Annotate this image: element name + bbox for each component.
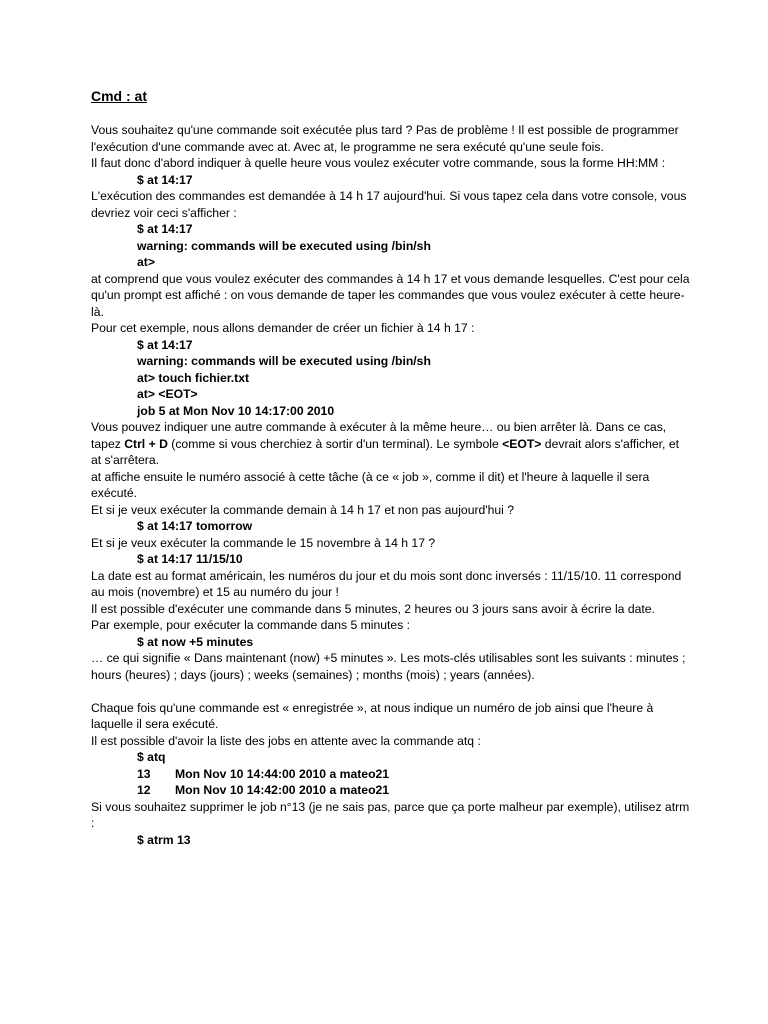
document-page — [91, 86, 691, 848]
command-line: $ at 14:17 11/15/10 — [137, 552, 243, 566]
command-output: warning: commands will be executed using /bin/sh — [137, 238, 431, 253]
paragraph-relative-time: Il est possible d'exécuter une commande dans 5 minutes, 2 heures ou 3 jours sans avoir à écrire la date. — [91, 601, 655, 616]
command-prompt: at> — [137, 255, 155, 269]
blank-line — [91, 683, 691, 700]
command-line: $ atq — [137, 750, 166, 764]
paragraph-question-date: Et si je veux exécuter la commande le 15 novembre à 14 h 17 ? — [91, 535, 436, 550]
paragraph-format: Il faut donc d'abord indiquer à quelle heure vous voulez exécuter votre commande, sous la forme HH:MM : — [91, 156, 666, 170]
eot-symbol: <EOT> — [502, 436, 542, 451]
text-segment: Vous pouvez indiquer une autre commande à exécuter à la même heure… ou bien arrêter là. Dans ce cas, tapez — [91, 420, 667, 451]
paragraph-example-minutes: Par exemple, pour exécuter la commande dans 5 minutes : — [91, 618, 411, 632]
job-number: 12 — [137, 783, 151, 797]
job-list-row — [137, 782, 691, 799]
command-prompt: at> <EOT> — [137, 387, 198, 401]
paragraph-explanation: L'exécution des commandes est demandée à 14 h 17 aujourd'hui. Si vous tapez cela dans votre console, vous devriez voir ceci s'afficher : — [91, 189, 687, 220]
paragraph-job-registered: Chaque fois qu'une commande est « enregistrée », at nous indique un numéro de job ainsi que l'heure à laquelle il sera exécuté. — [91, 700, 654, 731]
command-line: $ at 14:17 — [137, 337, 193, 352]
command-output: warning: commands will be executed using /bin/sh — [137, 354, 431, 368]
job-list-row — [137, 766, 691, 783]
command-output: job 5 at Mon Nov 10 14:17:00 2010 — [137, 403, 335, 418]
text-segment: devrait alors s'afficher, et at s'arrêtera. — [91, 436, 679, 467]
command-line: $ at 14:17 — [137, 172, 193, 187]
paragraph-job-number: at affiche ensuite le numéro associé à cette tâche (à ce « job », comme il dit) et l'heure à laquelle il sera exécuté. — [91, 469, 650, 500]
paragraph-intro: Vous souhaitez qu'une commande soit exécutée plus tard ? Pas de problème ! Il est possible de programmer l'exécution d'une commande avec at. Avec at, le programme ne sera exécuté qu'une seule fois. — [91, 123, 679, 154]
paragraph-eot — [91, 419, 691, 469]
text-segment: (comme si vous cherchiez à sortir d'un terminal). Le symbole — [167, 436, 503, 451]
job-description: Mon Nov 10 14:44:00 2010 a mateo21 — [175, 766, 390, 781]
paragraph-prompt-info: at comprend que vous voulez exécuter des commandes à 14 h 17 et vous demande lesquelles. C'est pour cela qu'un prompt est affiché : on vous demande de taper les commandes que vous voulez exécuter à cette heure-là. — [91, 271, 690, 319]
command-prompt: at> touch fichier.txt — [137, 370, 250, 385]
command-line: $ at 14:17 — [137, 222, 193, 236]
command-line: $ at 14:17 tomorrow — [137, 519, 253, 533]
paragraph-atq: Il est possible d'avoir la liste des jobs en attente avec la commande atq : — [91, 733, 481, 748]
document-title: Cmd : at — [91, 88, 147, 104]
command-line: $ at now +5 minutes — [137, 634, 254, 649]
paragraph-keywords: … ce qui signifie « Dans maintenant (now) +5 minutes ». Les mots-clés utilisables sont les suivants : minutes ; hours (heures) ; days (jours) ; weeks (semaines) ; months (mois) ; years (années). — [91, 651, 686, 682]
paragraph-date-format: La date est au format américain, les numéros du jour et du mois sont donc inversés : 11/15/10. 11 correspond au mois (novembre) et 15 au numéro du jour ! — [91, 568, 682, 599]
paragraph-atrm: Si vous souhaitez supprimer le job n°13 (je ne sais pas, parce que ça porte malheur par exemple), utilisez atrm : — [91, 799, 690, 830]
job-description: Mon Nov 10 14:42:00 2010 a mateo21 — [175, 783, 390, 797]
job-number: 13 — [137, 766, 151, 781]
paragraph-example: Pour cet exemple, nous allons demander de créer un fichier à 14 h 17 : — [91, 321, 475, 335]
keyboard-shortcut: Ctrl + D — [124, 436, 168, 451]
command-line: $ atrm 13 — [137, 832, 191, 847]
paragraph-question-tomorrow: Et si je veux exécuter la commande demain à 14 h 17 et non pas aujourd'hui ? — [91, 502, 515, 517]
